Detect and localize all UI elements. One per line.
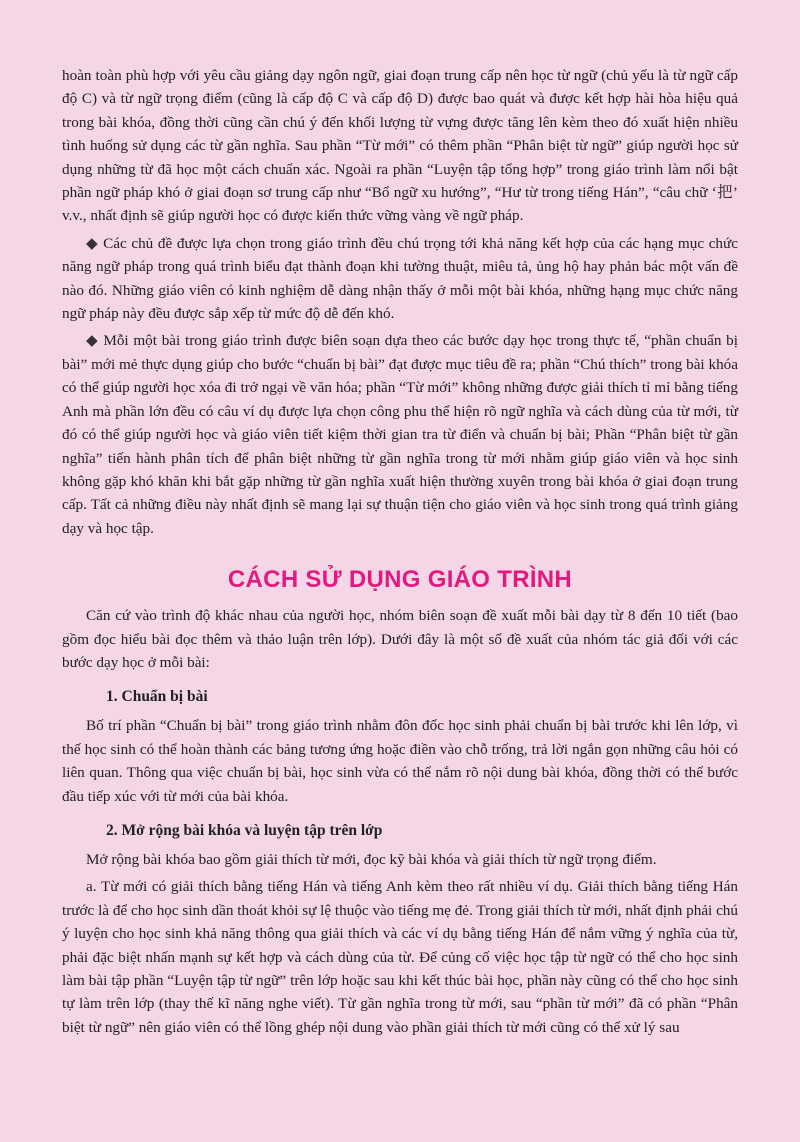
heading-2-para-a: a. Từ mới có giải thích bằng tiếng Hán và tiếng Anh kèm theo rất nhiều ví dụ. Giải thích bằng tiếng Hán trước là để cho học sinh dần thoát khỏi sự lệ thuộc vào tiếng mẹ đẻ. Trong giải thích từ mới, nhất định phải chú ý luyện cho học sinh khả năng thông qua giải thích và các ví dụ bằng tiếng Hán để nắm vững ý nghĩa của từ, phải đặc biệt nhấn mạnh sự kết hợp và cách dùng của từ. Để củng cố việc học tập từ ngữ có thể cho học sinh làm bài tập phần “Luyện tập từ ngữ” trên lớp hoặc sau khi kết thúc bài học, phần này cũng có thể cho học sinh tự làm trên lớp (thay thế kĩ năng nghe viết). Từ gần nghĩa trong từ mới, sau “phần từ mới” đã có phần “Phân biệt từ ngữ” nên giáo viên có thể lồng ghép nội dung vào phần giải thích từ mới cũng có thể xử lý sau [62,878,738,1036]
heading-1: 1. Chuẩn bị bài [106,688,208,706]
heading-1-text: Bố trí phần “Chuẩn bị bài” trong giáo trình nhằm đôn đốc học sinh phải chuẩn bị bài trước khi lên lớp, vì thế học sinh có thể hoàn thành các bảng tương ứng hoặc điền vào chỗ trống, trả lời ngắn gọn những câu hỏi có liên quan. Thông qua việc chuẩn bị bài, học sinh vừa có thể nắm rõ nội dung bài khóa, đồng thời có thể bước đầu tiếp xúc với từ mới của bài khóa. [62,717,738,805]
heading-2-text: Mở rộng bài khóa bao gồm giải thích từ mới, đọc kỹ bài khóa và giải thích từ ngữ trọng điểm. [86,850,657,868]
intro-paragraph: hoàn toàn phù hợp với yêu cầu giảng dạy ngôn ngữ, giai đoạn trung cấp nên học từ ngữ (chủ yếu là từ ngữ cấp độ C) và từ ngữ trọng điểm (cũng là cấp độ C và cấp độ D) được bao quát và được kết hợp hài hòa hiệu quả trong bài khóa, đồng thời cũng cần chú ý đến khối lượng từ vựng được tăng lên kèm theo đó xuất hiện nhiều tình huống sử dụng các từ gần nghĩa. Sau phần “Từ mới” có thêm phần “Phân biệt từ ngữ” giúp người học sử dụng những từ đã học một cách chuẩn xác. Ngoài ra phần “Luyện tập tổng hợp” trong giáo trình làm nổi bật phần ngữ pháp khó ở giai đoạn sơ trung cấp như “Bổ ngữ xu hướng”, “Hư từ trong tiếng Hán”, “câu chữ ‘把’ v.v., nhất định sẽ giúp người học có được kiến thức vững vàng về ngữ pháp. [62,67,738,225]
heading-2: 2. Mở rộng bài khóa và luyện tập trên lớp [106,821,383,839]
bullet-paragraph-1 [62,232,738,326]
bullet-1-text: Các chủ đề được lựa chọn trong giáo trình đều chú trọng tới khả năng kết hợp của các hạng mục chức năng ngữ pháp trong quá trình biểu đạt thành đoạn khi tường thuật, miêu tả, ủng hộ hay phản bác một vấn đề nào đó. Những giáo viên có kinh nghiệm dễ dàng nhận thấy ở mỗi một bài khóa, những hạng mục chức năng ngữ pháp này đều được sắp xếp từ mức độ dễ đến khó. [62,234,738,323]
section-title: CÁCH SỬ DỤNG GIÁO TRÌNH [227,566,573,594]
diamond-bullet-icon: ◆ [86,332,99,350]
bullet-2-text: Mỗi một bài trong giáo trình được biên soạn dựa theo các bước dạy học trong thực tế, “phần chuẩn bị bài” mới mẻ thực dụng giúp cho bước “chuẩn bị bài” đạt được mục tiêu đề ra; phần “Chú thích” trong bài khóa có thể giúp người học xóa đi trở ngại về văn hóa; phần “Từ mới” không những được giải thích tỉ mỉ bằng tiếng Anh mà phần lớn đều có câu ví dụ được lựa chọn công phu thể hiện rõ ngữ nghĩa và cách dùng của từ mới, từ đó có thể giúp người học và giáo viên tiết kiệm thời gian tra từ điển và chuẩn bị bài; Phần “Phân biệt từ gần nghĩa” tiến hành phân tích để phân biệt những từ gần nghĩa trong từ mới nhằm giúp giáo viên và học sinh không gặp khó khăn khi bắt gặp những từ gần nghĩa xuất hiện thường xuyên trong bài khóa ở giai đoạn trung cấp. Tất cả những điều này nhất định sẽ mang lại sự thuận tiện cho giáo viên và học sinh trong quá trình giảng dạy và học tập. [62,332,738,537]
bullet-paragraph-2 [62,329,738,540]
section-intro: Căn cứ vào trình độ khác nhau của người học, nhóm biên soạn đề xuất mỗi bài dạy từ 8 đến 10 tiết (bao gồm đọc hiểu bài đọc thêm và thảo luận trên lớp). Dưới đây là một số đề xuất của nhóm tác giả đối với các bước dạy học ở mỗi bài: [62,607,738,671]
diamond-bullet-icon: ◆ [86,234,99,252]
